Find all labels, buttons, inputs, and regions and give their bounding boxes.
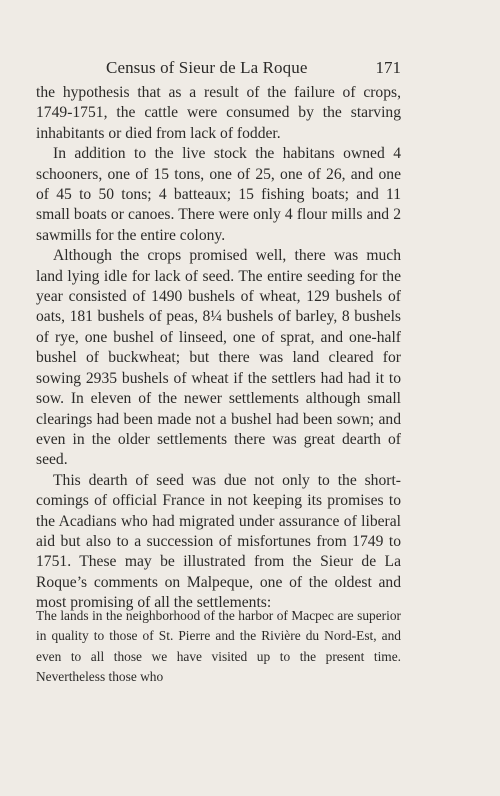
paragraph-vessels: In addition to the live stock the habitans owned 4 schooners, one of 15 tons, one of 25, one of 26, and one of 45 to 50 tons; 4 batteaux; 15 fishing boats; and 11 small boats or canoes. There were only 4 flour mills and 2 sawmills for the entire colony. [36, 145, 401, 244]
paragraph-continuation: the hypothesis that as a result of the failure of crops, 1749-1751, the cattle were consumed by the starving inhabitants or died from lack of fodder. [36, 84, 401, 142]
paragraph-seeding: Although the crops promised well, there was much land lying idle for lack of seed. The entire seeding for the year consisted of 1490 bushels of wheat, 129 bushels of oats, 181 bushels of peas, 8¼ bushels of barley, 8 bushels of rye, one bushel of linseed, one of sprat, and one-half bushel of buckwheat; but there was land cleared for sowing 2935 bushels of wheat if the settlers had had it to sow. In eleven of the newer settlements although small clearings had been made not a bushel had been sown; and even in the older settlements there was great dearth of seed. [36, 247, 401, 469]
running-title: Census of Sieur de La Roque [106, 58, 308, 77]
running-head [36, 58, 401, 80]
block-quote [36, 606, 401, 688]
body-text [36, 83, 401, 614]
paragraph-dearth: This dearth of seed was due not only to the shortcomings of official France in not keeping its promises to the Acadians who had migrated under assurance of liberal aid but also to a succession of misfortunes from 1749 to 1751. These may be illustrated from the Sieur de La Roque’s comments on Malpeque, one of the oldest and most promising of all the settlements: [36, 471, 401, 612]
page-number: 171 [375, 58, 401, 77]
quote-text: The lands in the neighborhood of the harbor of Macpec are superior in quality to those of St. Pierre and the Rivière du Nord-Est, and even to all those we have visited up to the present time. Nevertheless those who [36, 608, 401, 685]
